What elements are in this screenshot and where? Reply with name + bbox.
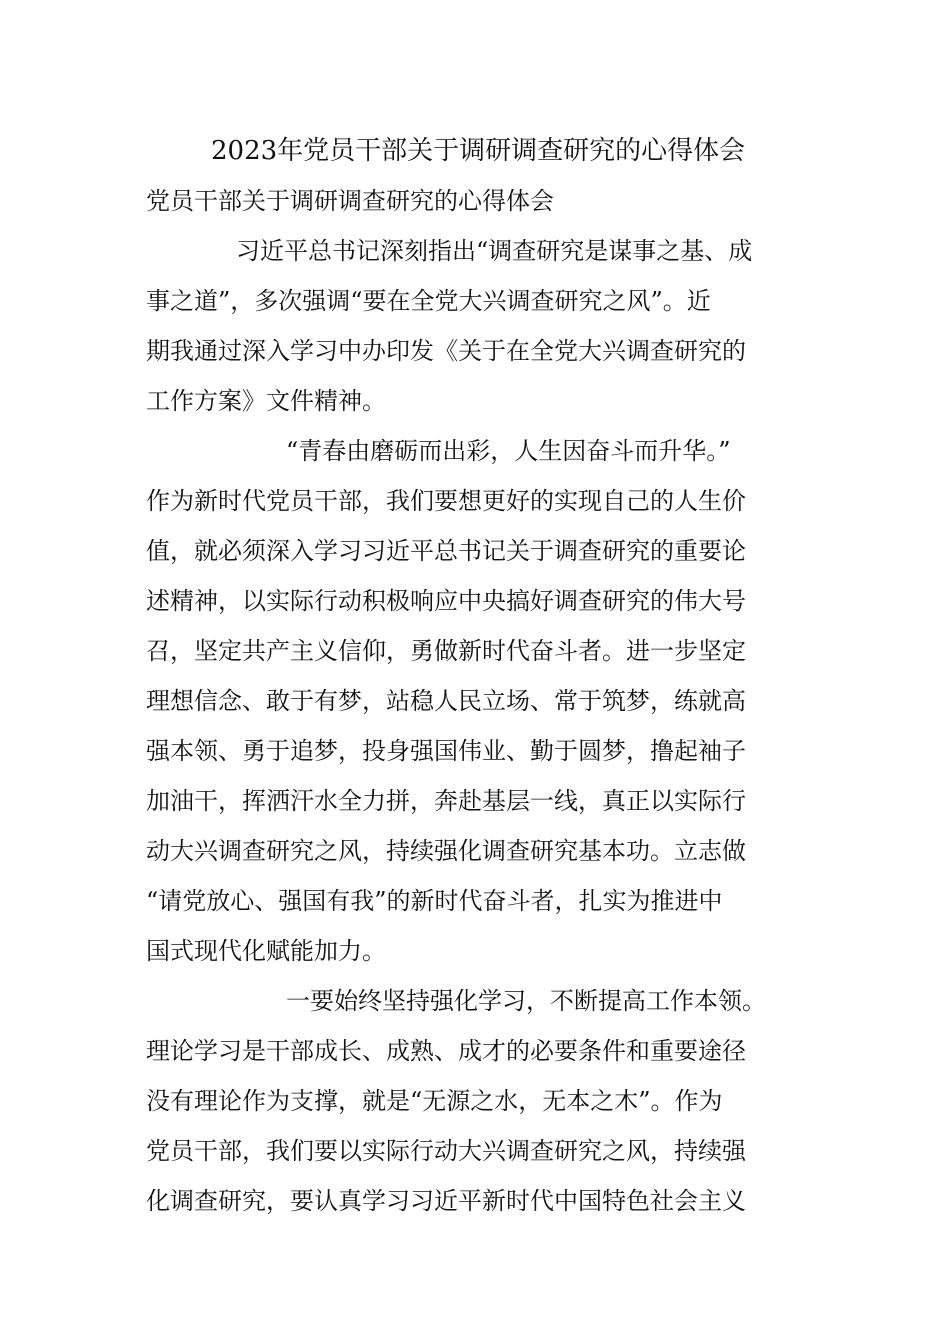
paragraph-2-line-8: 加油干，挥洒汗水全力拼，奔赴基层一线，真正以实际行 (146, 787, 746, 815)
paragraph-3-line-2: 理论学习是干部成长、成熟、成才的必要条件和重要途径 (146, 1037, 746, 1065)
paragraph-2-line-7: 强本领、勇于追梦，投身强国伟业、勤于圆梦，撸起袖子 (146, 737, 746, 765)
paragraph-2-line-5: 召，坚定共产主义信仰，勇做新时代奋斗者。进一步坚定 (146, 637, 746, 665)
paragraph-3-line-3: 没有理论作为支撑，就是“无源之水，无本之木”。作为 (146, 1087, 723, 1115)
paragraph-2-line-10: “请党放心、强国有我”的新时代奋斗者，扎实为推进中 (146, 887, 723, 915)
paragraph-2-line-3: 值，就必须深入学习习近平总书记关于调查研究的重要论 (146, 537, 746, 565)
paragraph-3-line-4: 党员干部，我们要以实际行动大兴调查研究之风，持续强 (146, 1137, 746, 1165)
paragraph-2-line-9: 动大兴调查研究之风，持续强化调查研究基本功。立志做 (146, 837, 746, 865)
paragraph-2-line-11: 国式现代化赋能加力。 (146, 937, 386, 965)
paragraph-2-line-2: 作为新时代党员干部，我们要想更好的实现自己的人生价 (146, 487, 746, 515)
paragraph-3-line-5: 化调查研究，要认真学习习近平新时代中国特色社会主义 (146, 1187, 746, 1215)
paragraph-1-line-2: 事之道”，多次强调“要在全党大兴调查研究之风”。近 (146, 287, 711, 315)
paragraph-3-line-1: 一要始终坚持强化学习，不断提高工作本领。 (286, 987, 766, 1015)
paragraph-1-line-4: 工作方案》文件精神。 (146, 387, 386, 415)
document-title: 2023年党员干部关于调研调查研究的心得体会 (211, 136, 746, 166)
paragraph-1-line-1: 习近平总书记深刻指出“调查研究是谋事之基、成 (236, 237, 753, 265)
paragraph-1-line-3: 期我通过深入学习中办印发《关于在全党大兴调查研究的 (146, 337, 746, 365)
paragraph-2-line-6: 理想信念、敢于有梦，站稳人民立场、常于筑梦，练就高 (146, 687, 746, 715)
paragraph-2-line-1: “青春由磨砺而出彩，人生因奋斗而升华。” (286, 437, 731, 465)
paragraph-2-line-4: 述精神，以实际行动积极响应中央搞好调查研究的伟大号 (146, 587, 746, 615)
document-subtitle: 党员干部关于调研调查研究的心得体会 (146, 187, 554, 215)
